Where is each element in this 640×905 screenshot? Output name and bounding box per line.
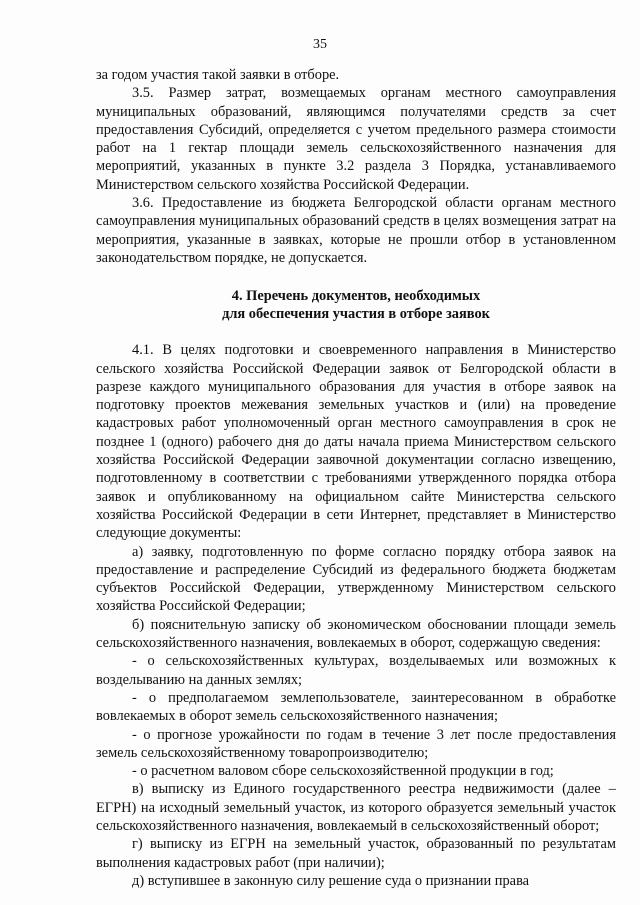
item-d: д) вступившее в законную силу решение суда о признании права <box>132 872 530 889</box>
document-body <box>96 66 616 890</box>
item-b-detail-4: - о расчетном валовом сборе сельскохозяйственной продукции в год; <box>132 763 554 780</box>
paragraph-4-1: 4.1. В целях подготовки и своевременного направления в Министерство сельского хозяйства Российской Федерации заявок от Белгородской области в разрезе каждого муниципального образования для участия в отборе заявок на подготовку проектов межевания земельных участков и (или) на проведение кадастровых работ уполномоченный орган местного самоуправления в срок не позднее 1 (одного) рабочего дня до даты начала приема Министерством сельского хозяйства Российской Федерации заявочной документации согласно извещению, подготовленному в соответствии с требованиями утвержденного порядка отбора заявок и опубликованному на официальном сайте Министерства сельского хозяйства Российской Федерации в сети Интернет, представляет в Министерство следующие документы: <box>96 342 616 542</box>
item-b-detail-2: - о предполагаемом землепользователе, заинтересованном в обработке вовлекаемых в оборот земель сельскохозяйственного назначения; <box>96 689 616 725</box>
paragraph-continuation: за годом участия такой заявки в отборе. <box>96 67 340 83</box>
item-b-detail-1: - о сельскохозяйственных культурах, возделываемых или возможных к возделыванию на данных землях; <box>96 653 616 688</box>
page-number: 35 <box>313 37 327 52</box>
item-v: в) выписку из Единого государственного реестра недвижимости (далее – ЕГРН) на исходный земельный участок, из которого образуется земельный участок сельскохозяйственного назначения, вовлекаемый в сельскохозяйственный оборот; <box>96 781 616 834</box>
item-a: а) заявку, подготовленную по форме согласно порядку отбора заявок на предоставление и распределение Субсидий из федерального бюджета бюджетам субъектов Российской Федерации, утвержденному Министерством сельского хозяйства Российской Федерации; <box>96 543 616 615</box>
section-heading <box>96 287 616 323</box>
section-heading-line-1: 4. Перечень документов, необходимых <box>231 288 481 305</box>
section-heading-line-2: для обеспечения участия в отборе заявок <box>222 306 490 323</box>
item-g: г) выписку из ЕГРН на земельный участок, образованный по результатам выполнения кадастровых работ (при наличии); <box>96 836 616 871</box>
item-b-detail-3: - о прогнозе урожайности по годам в течение 3 лет после предоставления земель сельскохозяйственному товаропроизводителю; <box>96 726 616 761</box>
paragraph-3-6: 3.6. Предоставление из бюджета Белгородской области органам местного самоуправления муниципальных образований средств в целях возмещения затрат на мероприятия, указанные в заявках, которые не прошли отбор в установленном законодательством порядке, не допускается. <box>96 195 616 266</box>
item-b: б) пояснительную записку об экономическом обосновании площади земель сельскохозяйственного назначения, вовлекаемых в оборот, содержащую сведения: <box>96 616 616 652</box>
paragraph-3-5: 3.5. Размер затрат, возмещаемых органам местного самоуправления муниципальных образований, являющимся получателями средств за счет предоставления Субсидий, определяется с учетом предельного размера стоимости работ на 1 гектар площади земель сельскохозяйственного назначения для мероприятий, указанных в пункте 3.2 раздела 3 Порядка, устанавливаемого Министерством сельского хозяйства Российской Федерации. <box>96 85 616 193</box>
